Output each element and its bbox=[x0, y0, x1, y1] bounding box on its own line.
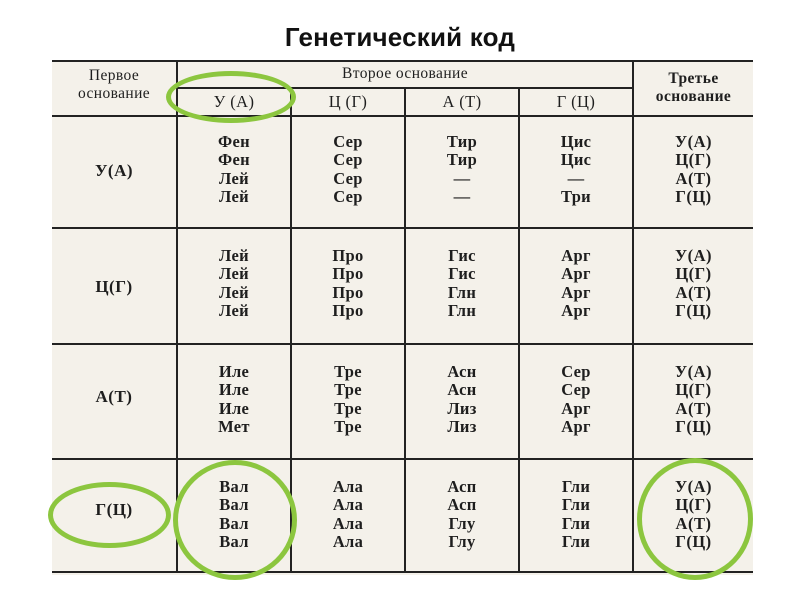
amino-acid: Тир bbox=[446, 132, 478, 151]
header-first-base-line2: основание bbox=[77, 85, 151, 102]
codon-cell-2-4 bbox=[520, 247, 632, 321]
amino-acid: Сер bbox=[333, 132, 363, 151]
codon-cell-1-4 bbox=[520, 133, 632, 207]
third-base: У(А) bbox=[674, 132, 712, 151]
header-third-base-line1: Третье bbox=[668, 70, 719, 87]
header-second-col-u: У (А) bbox=[213, 92, 255, 111]
third-base: Ц(Г) bbox=[675, 495, 712, 515]
amino-acid: — bbox=[453, 187, 471, 207]
page-title: Генетический код bbox=[284, 22, 516, 52]
header-second-col-c: Ц (Г) bbox=[328, 92, 368, 111]
amino-acid: Тре bbox=[334, 417, 362, 437]
amino-acid: Арг bbox=[561, 246, 591, 265]
amino-acid: Ала bbox=[332, 513, 364, 533]
table-rule-header bbox=[52, 115, 753, 117]
third-base-cell-2 bbox=[634, 247, 753, 321]
amino-acid: Лей bbox=[219, 168, 249, 188]
amino-acid: Про bbox=[332, 282, 364, 302]
amino-acid: Тре bbox=[334, 398, 362, 418]
amino-acid: — bbox=[453, 168, 471, 188]
amino-acid: Лей bbox=[219, 282, 249, 302]
table-rule-row1 bbox=[52, 227, 753, 229]
codon-cell-2-2 bbox=[292, 247, 404, 321]
third-base: А(Т) bbox=[675, 282, 712, 302]
amino-acid: Арг bbox=[561, 398, 591, 418]
amino-acid: Лей bbox=[219, 246, 249, 265]
amino-acid: Три bbox=[561, 187, 591, 207]
amino-acid: Про bbox=[332, 246, 364, 265]
amino-acid: Вал bbox=[219, 513, 249, 533]
amino-acid: Тре bbox=[334, 380, 362, 400]
amino-acid: Сер bbox=[333, 150, 363, 170]
third-base: Г(Ц) bbox=[675, 301, 712, 321]
third-base: Г(Ц) bbox=[675, 187, 712, 207]
third-base-cell-3 bbox=[634, 363, 753, 437]
third-base: Ц(Г) bbox=[675, 380, 712, 400]
amino-acid: Тре bbox=[334, 362, 362, 381]
third-base: Ц(Г) bbox=[675, 264, 712, 284]
amino-acid: Лиз bbox=[447, 417, 477, 437]
table-rule-top bbox=[52, 60, 753, 62]
codon-cell-4-4 bbox=[520, 478, 632, 552]
third-base: Ц(Г) bbox=[675, 150, 712, 170]
amino-acid: Ала bbox=[332, 477, 364, 496]
codon-cell-3-1 bbox=[178, 363, 290, 437]
amino-acid: Глу bbox=[448, 513, 476, 533]
amino-acid: Глн bbox=[447, 301, 477, 321]
amino-acid: Иле bbox=[218, 380, 250, 400]
header-third-base-line2: основание bbox=[655, 88, 732, 105]
codon-cell-3-4 bbox=[520, 363, 632, 437]
amino-acid: Про bbox=[332, 264, 364, 284]
amino-acid: Фен bbox=[218, 150, 250, 170]
codon-cell-2-3 bbox=[406, 247, 518, 321]
first-base-row-1: У(А) bbox=[94, 161, 134, 180]
amino-acid: Лей bbox=[219, 187, 249, 207]
amino-acid: Вал bbox=[219, 477, 249, 496]
amino-acid: Сер bbox=[333, 187, 363, 207]
amino-acid: Асп bbox=[447, 477, 477, 496]
amino-acid: Гли bbox=[561, 495, 591, 515]
amino-acid: Сер bbox=[333, 168, 363, 188]
amino-acid: Вал bbox=[219, 532, 249, 552]
amino-acid: Иле bbox=[218, 362, 250, 381]
first-base-row-4: Г(Ц) bbox=[95, 500, 133, 519]
header-first-base-line1: Первое bbox=[88, 67, 140, 84]
amino-acid: Фен bbox=[218, 132, 250, 151]
amino-acid: Лиз bbox=[447, 398, 477, 418]
amino-acid: Арг bbox=[561, 264, 591, 284]
header-second-col-g: Г (Ц) bbox=[556, 92, 596, 111]
first-base-row-2: Ц(Г) bbox=[95, 277, 133, 296]
codon-cell-4-2 bbox=[292, 478, 404, 552]
table-rule-row3 bbox=[52, 458, 753, 460]
third-base: У(А) bbox=[674, 246, 712, 265]
highlight-ellipse-third-bases bbox=[637, 458, 753, 580]
amino-acid: Мет bbox=[218, 417, 250, 437]
amino-acid: Гли bbox=[561, 513, 591, 533]
amino-acid: Ала bbox=[332, 495, 364, 515]
amino-acid: Гис bbox=[448, 264, 476, 284]
amino-acid: Гли bbox=[561, 477, 591, 496]
codon-cell-3-3 bbox=[406, 363, 518, 437]
third-base: Г(Ц) bbox=[675, 417, 712, 437]
codon-cell-3-2 bbox=[292, 363, 404, 437]
amino-acid: Асн bbox=[447, 380, 477, 400]
amino-acid: Лей bbox=[219, 264, 249, 284]
header-second-col-a: А (Т) bbox=[442, 92, 482, 111]
amino-acid: Асп bbox=[447, 495, 477, 515]
amino-acid: Лей bbox=[219, 301, 249, 321]
amino-acid: Арг bbox=[561, 417, 591, 437]
amino-acid: Цис bbox=[560, 132, 592, 151]
third-base: Г(Ц) bbox=[675, 532, 712, 552]
codon-cell-1-2 bbox=[292, 133, 404, 207]
amino-acid: Про bbox=[332, 301, 364, 321]
third-base: А(Т) bbox=[675, 168, 712, 188]
header-first-base bbox=[52, 67, 176, 103]
amino-acid: Сер bbox=[561, 380, 591, 400]
third-base: У(А) bbox=[674, 477, 712, 496]
amino-acid: Ала bbox=[332, 532, 364, 552]
third-base: А(Т) bbox=[675, 513, 712, 533]
amino-acid: — bbox=[567, 168, 585, 188]
third-base: А(Т) bbox=[675, 398, 712, 418]
amino-acid: Глу bbox=[448, 532, 476, 552]
codon-cell-4-3 bbox=[406, 478, 518, 552]
header-third-base bbox=[634, 70, 753, 106]
amino-acid: Вал bbox=[219, 495, 249, 515]
table-rule-row2 bbox=[52, 343, 753, 345]
amino-acid: Асн bbox=[447, 362, 477, 381]
highlight-ellipse-second-u bbox=[166, 71, 296, 123]
highlight-ellipse-first-g bbox=[48, 482, 171, 548]
highlight-ellipse-val-codons bbox=[173, 460, 297, 580]
header-second-base: Второе основание bbox=[341, 65, 469, 82]
codon-cell-1-1 bbox=[178, 133, 290, 207]
amino-acid: Гис bbox=[448, 246, 476, 265]
amino-acid: Арг bbox=[561, 282, 591, 302]
first-base-row-3: А(Т) bbox=[95, 387, 133, 406]
codon-cell-2-1 bbox=[178, 247, 290, 321]
amino-acid: Иле bbox=[218, 398, 250, 418]
codon-cell-1-3 bbox=[406, 133, 518, 207]
amino-acid: Тир bbox=[446, 150, 478, 170]
third-base: У(А) bbox=[674, 362, 712, 381]
amino-acid: Сер bbox=[561, 362, 591, 381]
table-rule-bottom bbox=[52, 571, 753, 573]
amino-acid: Цис bbox=[560, 150, 592, 170]
amino-acid: Гли bbox=[561, 532, 591, 552]
amino-acid: Арг bbox=[561, 301, 591, 321]
third-base-cell-1 bbox=[634, 133, 753, 207]
amino-acid: Глн bbox=[447, 282, 477, 302]
